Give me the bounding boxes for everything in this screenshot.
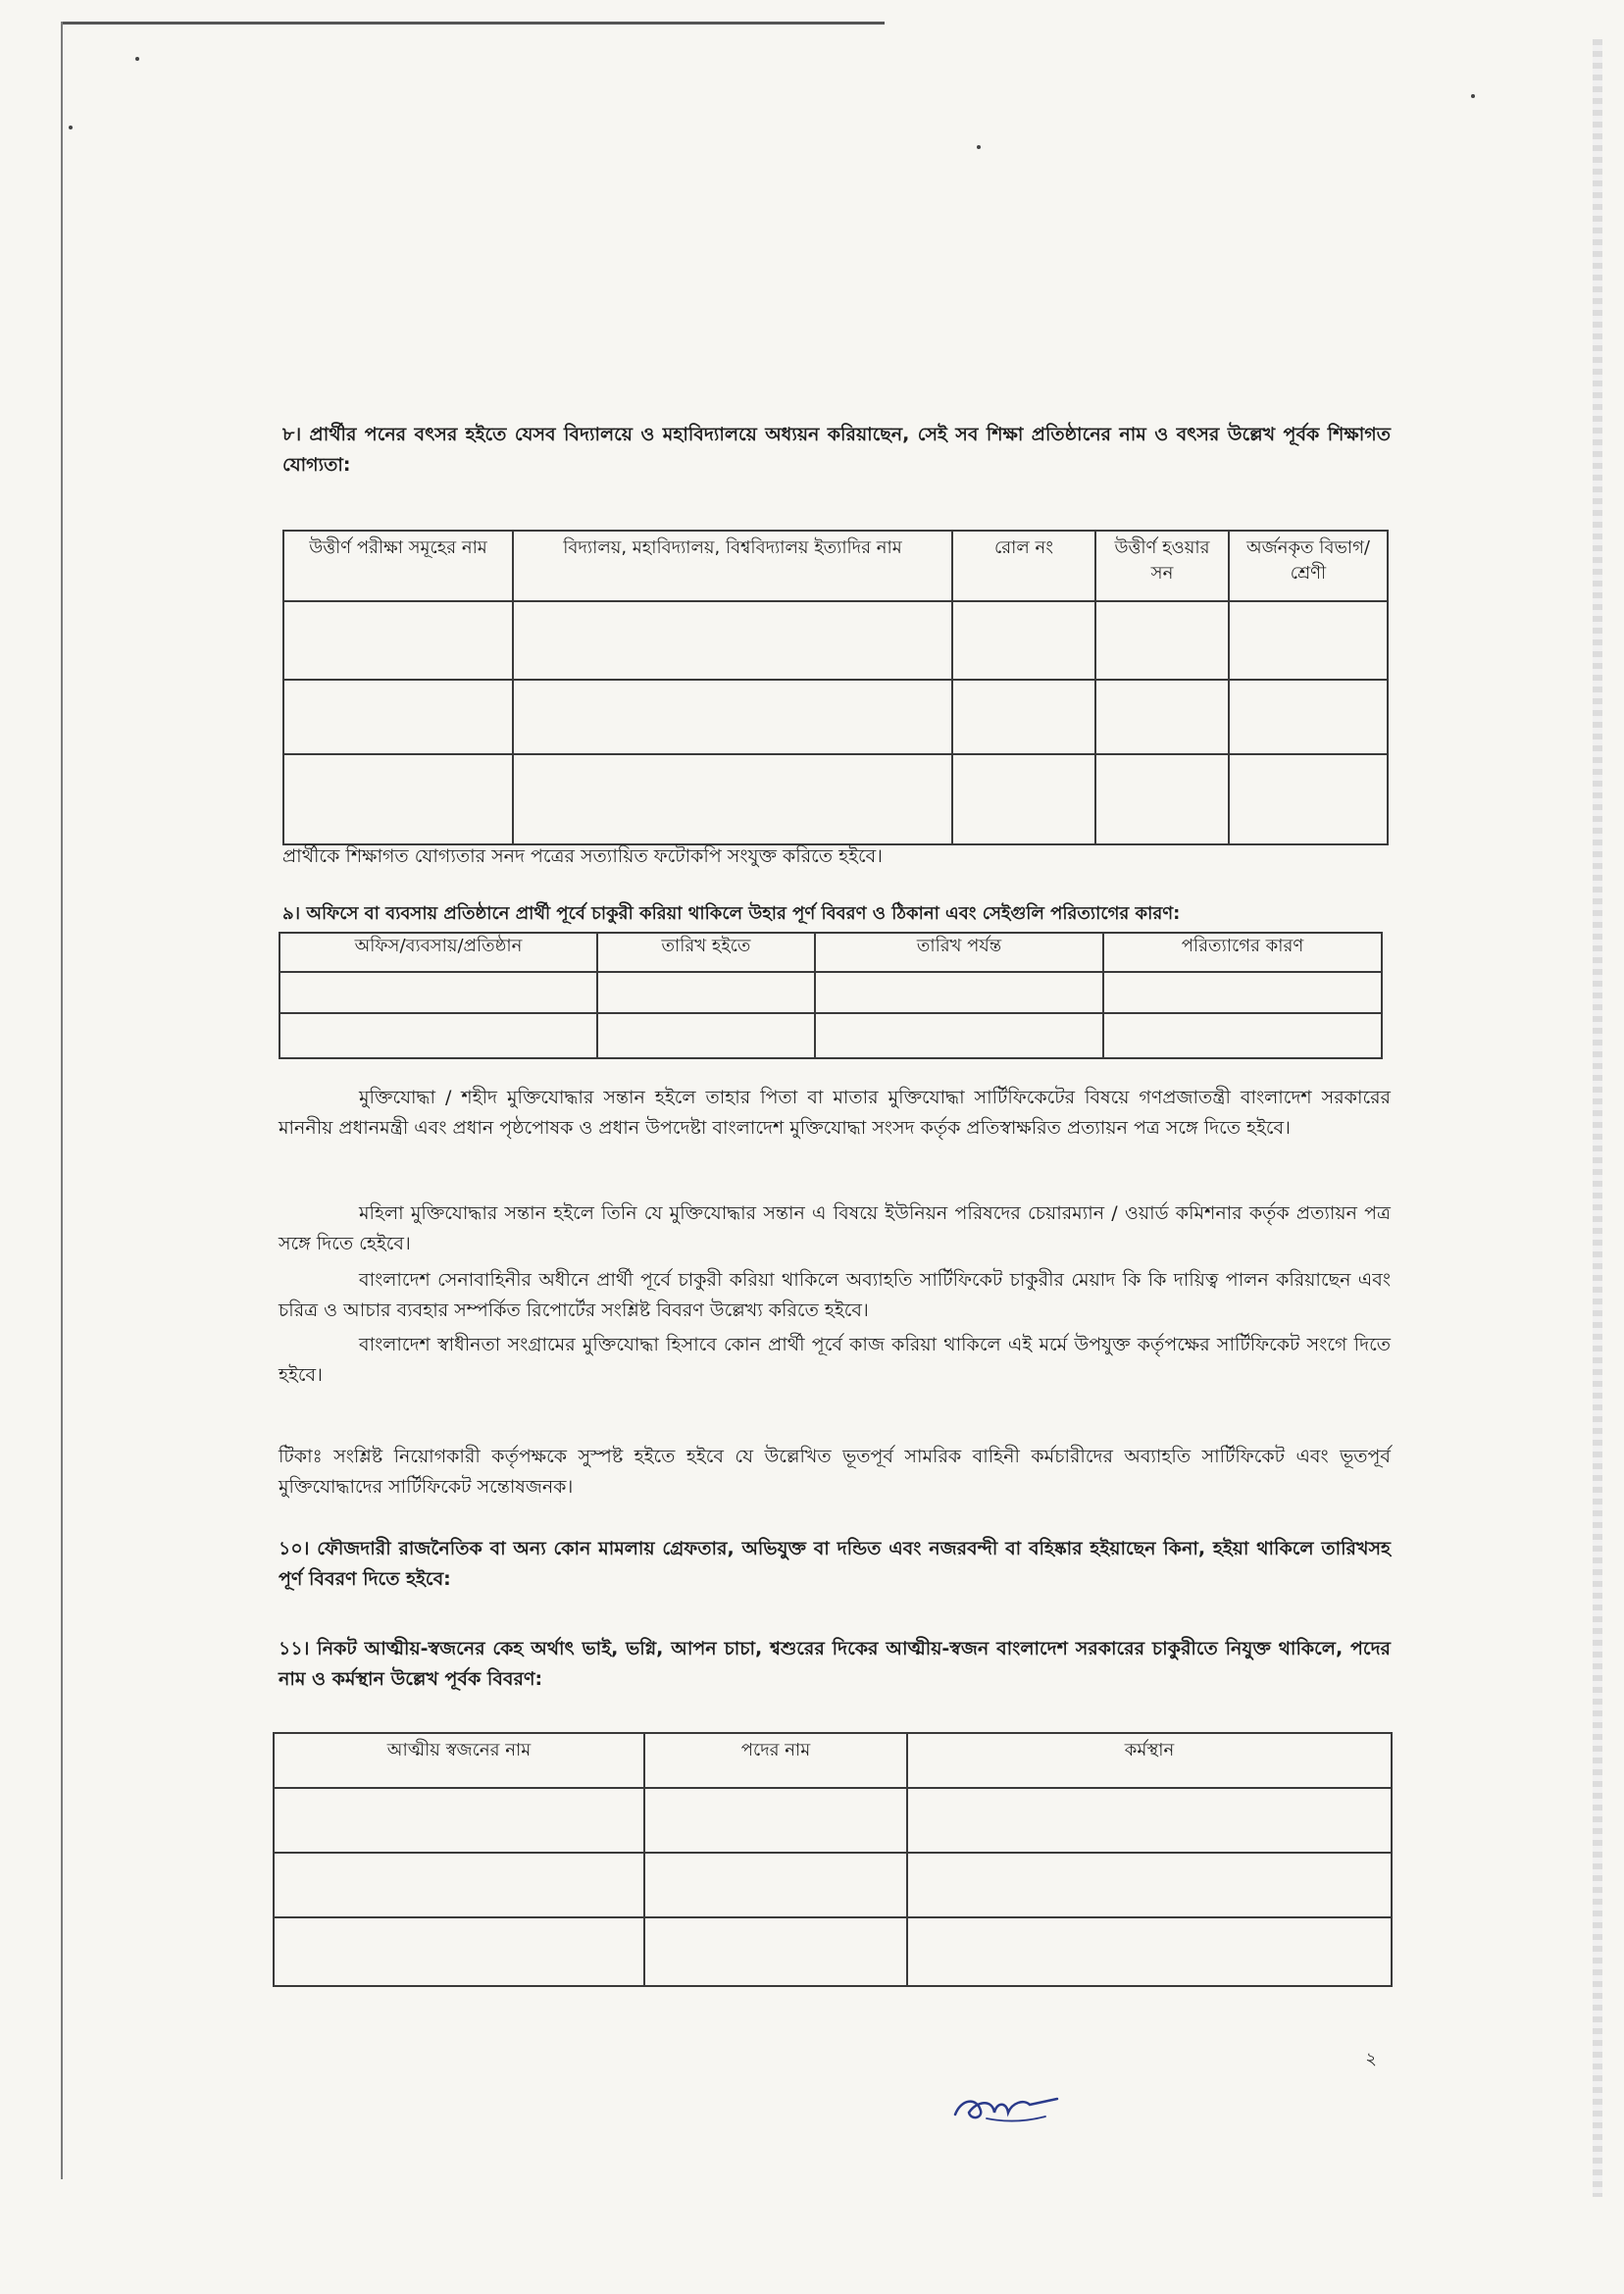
table-header-row bbox=[279, 933, 1382, 972]
column-header: তারিখ হইতে bbox=[597, 933, 815, 972]
scan-border-left bbox=[61, 22, 63, 2179]
table-row bbox=[279, 972, 1382, 1013]
column-header: অর্জনকৃত বিভাগ/শ্রেণী bbox=[1229, 531, 1388, 601]
table-row bbox=[274, 1917, 1392, 1986]
section-9-heading: ৯। অফিসে বা ব্যবসায় প্রতিষ্ঠানে প্রার্থী পূর্বে চাকুরী করিয়া থাকিলে উহার পূর্ণ বিবরণ ও ঠিকানা এবং সেইগুলি পরিত্যাগের কারণ: bbox=[282, 903, 1181, 924]
table-cell[interactable] bbox=[1095, 680, 1229, 754]
column-header: রোল নং bbox=[952, 531, 1095, 601]
scan-speck bbox=[977, 145, 981, 149]
scan-edge-strip bbox=[1593, 39, 1602, 2197]
table-cell[interactable] bbox=[279, 1013, 597, 1058]
column-header: পরিত্যাগের কারণ bbox=[1103, 933, 1382, 972]
employment-table bbox=[279, 932, 1383, 1059]
column-header: বিদ্যালয়, মহাবিদ্যালয়, বিশ্ববিদ্যালয় ইত্যাদির নাম bbox=[513, 531, 952, 601]
table-row bbox=[283, 754, 1388, 844]
section-8-note: প্রার্থীকে শিক্ষাগত যোগ্যতার সনদ পত্রের সত্যায়িত ফটোকপি সংযুক্ত করিতে হইবে। bbox=[282, 845, 883, 867]
table-cell[interactable] bbox=[644, 1788, 907, 1853]
column-header: অফিস/ব্যবসায়/প্রতিষ্ঠান bbox=[279, 933, 597, 972]
table-cell[interactable] bbox=[907, 1917, 1392, 1986]
table-cell[interactable] bbox=[952, 754, 1095, 844]
table-cell[interactable] bbox=[644, 1917, 907, 1986]
section-11-heading: ১১। নিকট আত্মীয়-স্বজনের কেহ অর্থাৎ ভাই, ভগ্নি, আপন চাচা, শ্বশুরের দিকের আত্মীয়-স্বজন বাংলাদেশ সরকারের চাকুরীতে নিযুক্ত থাকিলে, পদের নাম ও কর্মস্থান উল্লেখ পূর্বক বিবরণ: bbox=[279, 1638, 1391, 1690]
scan-border-top bbox=[61, 22, 885, 25]
table-cell[interactable] bbox=[1103, 1013, 1382, 1058]
table-cell[interactable] bbox=[815, 972, 1103, 1013]
table-cell[interactable] bbox=[597, 972, 815, 1013]
table-cell[interactable] bbox=[283, 754, 513, 844]
table-row bbox=[279, 1013, 1382, 1058]
table-row bbox=[283, 601, 1388, 680]
table-cell[interactable] bbox=[513, 680, 952, 754]
table-cell[interactable] bbox=[274, 1788, 644, 1853]
table-cell[interactable] bbox=[1095, 601, 1229, 680]
table-cell[interactable] bbox=[513, 601, 952, 680]
column-header: পদের নাম bbox=[644, 1733, 907, 1788]
table-cell[interactable] bbox=[1229, 680, 1388, 754]
table-cell[interactable] bbox=[279, 972, 597, 1013]
table-cell[interactable] bbox=[952, 601, 1095, 680]
female-freedom-fighter-paragraph: মহিলা মুক্তিযোদ্ধার সন্তান হইলে তিনি যে মুক্তিযোদ্ধার সন্তান এ বিষয়ে ইউনিয়ন পরিষদের চেয়ারম্যান / ওয়ার্ড কমিশনার কর্তৃক প্রত্যায়ন পত্র সঙ্গে দিতে হেইবে। bbox=[279, 1202, 1391, 1254]
table-row bbox=[274, 1788, 1392, 1853]
column-header: তারিখ পর্যন্ত bbox=[815, 933, 1103, 972]
table-cell[interactable] bbox=[815, 1013, 1103, 1058]
table-cell[interactable] bbox=[1229, 754, 1388, 844]
table-cell[interactable] bbox=[1229, 601, 1388, 680]
table-cell[interactable] bbox=[513, 754, 952, 844]
column-header: উত্তীর্ণ পরীক্ষা সমূহের নাম bbox=[283, 531, 513, 601]
table-cell[interactable] bbox=[952, 680, 1095, 754]
army-service-paragraph: বাংলাদেশ সেনাবাহিনীর অধীনে প্রার্থী পূর্বে চাকুরী করিয়া থাকিলে অব্যাহতি সার্টিফিকেট চাকুরীর মেয়াদ কি কি দায়িত্ব পালন করিয়াছেন এবং চরিত্র ও আচার ব্যবহার সম্পর্কিত রিপোর্টের সংশ্লিষ্ট বিবরণ উল্লেখ্য করিতে হইবে। bbox=[279, 1269, 1391, 1321]
liberation-war-paragraph: বাংলাদেশ স্বাধীনতা সংগ্রামের মুক্তিযোদ্ধা হিসাবে কোন প্রার্থী পূর্বে কাজ করিয়া থাকিলে এই মর্মে উপযুক্ত কর্তৃপক্ষের সার্টিফিকেট সংগে দিতে হইবে। bbox=[279, 1334, 1391, 1386]
scan-speck bbox=[1471, 94, 1475, 98]
table-cell[interactable] bbox=[1103, 972, 1382, 1013]
section-10-heading: ১০। ফৌজদারী রাজনৈতিক বা অন্য কোন মামলায় গ্রেফতার, অভিযুক্ত বা দন্ডিত এবং নজরবন্দী বা বহিষ্কার হইয়াছেন কিনা, হইয়া থাকিলে তারিখসহ পূর্ণ বিবরণ দিতে হইবে: bbox=[279, 1538, 1391, 1590]
relatives-table bbox=[273, 1732, 1393, 1987]
column-header: আত্মীয় স্বজনের নাম bbox=[274, 1733, 644, 1788]
education-table bbox=[282, 530, 1389, 845]
table-cell[interactable] bbox=[1095, 754, 1229, 844]
table-cell[interactable] bbox=[597, 1013, 815, 1058]
table-cell[interactable] bbox=[907, 1853, 1392, 1917]
table-cell[interactable] bbox=[644, 1853, 907, 1917]
table-header-row bbox=[274, 1733, 1392, 1788]
table-row bbox=[283, 680, 1388, 754]
column-header: উত্তীর্ণ হওয়ার সন bbox=[1095, 531, 1229, 601]
column-header: কর্মস্থান bbox=[907, 1733, 1392, 1788]
scan-speck bbox=[135, 57, 139, 61]
freedom-fighter-paragraph: মুক্তিযোদ্ধা / শহীদ মুক্তিযোদ্ধার সন্তান হইলে তাহার পিতা বা মাতার মুক্তিযোদ্ধা সার্টিফিকেটের বিষয়ে গণপ্রজাতন্ত্রী বাংলাদেশ সরকারের মাননীয় প্রধানমন্ত্রী এবং প্রধান পৃষ্ঠপোষক ও প্রধান উপদেষ্টা বাংলাদেশ মুক্তিযোদ্ধা সংসদ কর্তৃক প্রতিস্বাক্ষরিত প্রত্যায়ন পত্র সঙ্গে দিতে হইবে। bbox=[279, 1087, 1391, 1139]
tika-note: টিকাঃ সংশ্লিষ্ট নিয়োগকারী কর্তৃপক্ষকে সুস্পষ্ট হইতে হইবে যে উল্লেখিত ভূতপূর্ব সামরিক বাহিনী কর্মচারীদের অব্যাহতি সার্টিফিকেট এবং ভূতপূর্ব মুক্তিযোদ্ধাদের সার্টিফিকেট সন্তোষজনক। bbox=[279, 1446, 1391, 1498]
table-cell[interactable] bbox=[283, 601, 513, 680]
signature-mark bbox=[947, 2089, 1065, 2128]
section-8-heading: ৮। প্রার্থীর পনের বৎসর হইতে যেসব বিদ্যালয়ে ও মহাবিদ্যালয়ে অধ্যয়ন করিয়াছেন, সেই সব শিক্ষা প্রতিষ্ঠানের নাম ও বৎসর উল্লেখ পূর্বক শিক্ষাগত যোগ্যতা: bbox=[282, 424, 1391, 476]
table-cell[interactable] bbox=[274, 1917, 644, 1986]
table-cell[interactable] bbox=[907, 1788, 1392, 1853]
table-row bbox=[274, 1853, 1392, 1917]
table-cell[interactable] bbox=[283, 680, 513, 754]
scan-speck bbox=[69, 126, 73, 129]
page-number: ২ bbox=[1365, 2049, 1377, 2069]
table-header-row bbox=[283, 531, 1388, 601]
table-cell[interactable] bbox=[274, 1853, 644, 1917]
